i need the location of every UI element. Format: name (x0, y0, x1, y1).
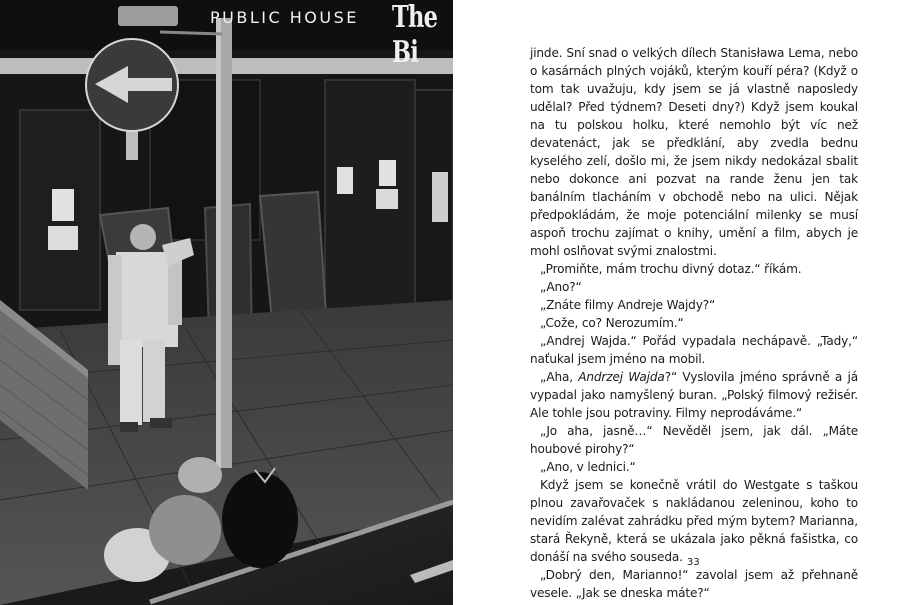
paragraph-text: „Aha, (540, 370, 579, 384)
page-number: 33 (687, 557, 700, 568)
paragraph: jinde. Sní snad o velkých dílech Stanisława Lema, nebo o kasárnách plných vojáků, kterým kouří péra? (Když o tom tak uvažuju, kdy jsem se já vlastně naposledy udělal? Před týdnem? Deseti dny?) Když jsem koukal na tu polskou holku, které nemohlo být víc než devatenáct, jak se předklání, aby zvedla bednu kyselého zelí, došlo mi, že jsem nikdy nedokázal sbalit nebo dokonce ani pozvat na rande ženu jen tak banálním tlacháním v obchodě nebo na ulici. Nějak předpokládám, že moje potenciální milenky se musí aspoň trochu zajímat o knihy, umění a film, abych je mohl oslňovat svými znalostmi. (530, 46, 858, 258)
trash-bag (222, 472, 298, 568)
paragraph: „Jo aha, jasně…“ Nevěděl jsem, jak dál. „Máte houbové pirohy?“ (530, 424, 858, 456)
paragraph: „Ano?“ (540, 280, 582, 294)
notice (432, 172, 448, 222)
notice (376, 189, 398, 209)
notice (379, 160, 396, 186)
pub-name-sign-text: The Bi (392, 0, 438, 70)
notice (48, 226, 78, 250)
paragraph: „Znáte filmy Andreje Wajdy?“ (540, 298, 716, 312)
book-page-right (453, 0, 907, 605)
trash-bag (149, 495, 221, 565)
paragraph (530, 368, 858, 422)
notice (337, 167, 353, 194)
italic-name: Andrzej Wajda (578, 370, 665, 384)
notice (52, 189, 74, 221)
lamp-head (118, 6, 178, 26)
pub-sign-text: PUBLIC HOUSE (210, 8, 359, 27)
photo-illustration (0, 0, 453, 605)
door-right (325, 80, 415, 310)
paragraph-text: ?“ Vyslovila jméno správně a já vypadal jako namyšlený buran. „Polský filmový režisér. Ale tohle jsou potraviny. Filmy neprodáváme.“ (530, 370, 858, 420)
paragraph: „Dobrý den, Marianno!“ zavolal jsem až přehnaně vesele. „Jak se dneska máte?“ (530, 568, 858, 600)
paragraph: „Andrej Wajda.“ Pořád vypadala nechápavě. „Tady,“ naťukal jsem jméno na mobil. (530, 334, 858, 366)
paragraph: „Cože, co? Nerozumím.“ (540, 316, 684, 330)
street-photograph (0, 0, 453, 605)
trash-bag (178, 457, 222, 493)
body-text (530, 44, 858, 602)
paragraph: Když jsem se konečně vrátil do Westgate s taškou plnou zavařovaček s nakládanou zeleninou, koho to nevidím zalévat zahrádku před mým bytem? Marianna, stará Řekyně, která se ukázala jako pěkná fašistka, co donáší na svého souseda. (530, 478, 858, 564)
paragraph: „Promiňte, mám trochu divný dotaz.“ říkám. (540, 262, 802, 276)
paragraph: „Ano, v lednici.“ (540, 460, 636, 474)
